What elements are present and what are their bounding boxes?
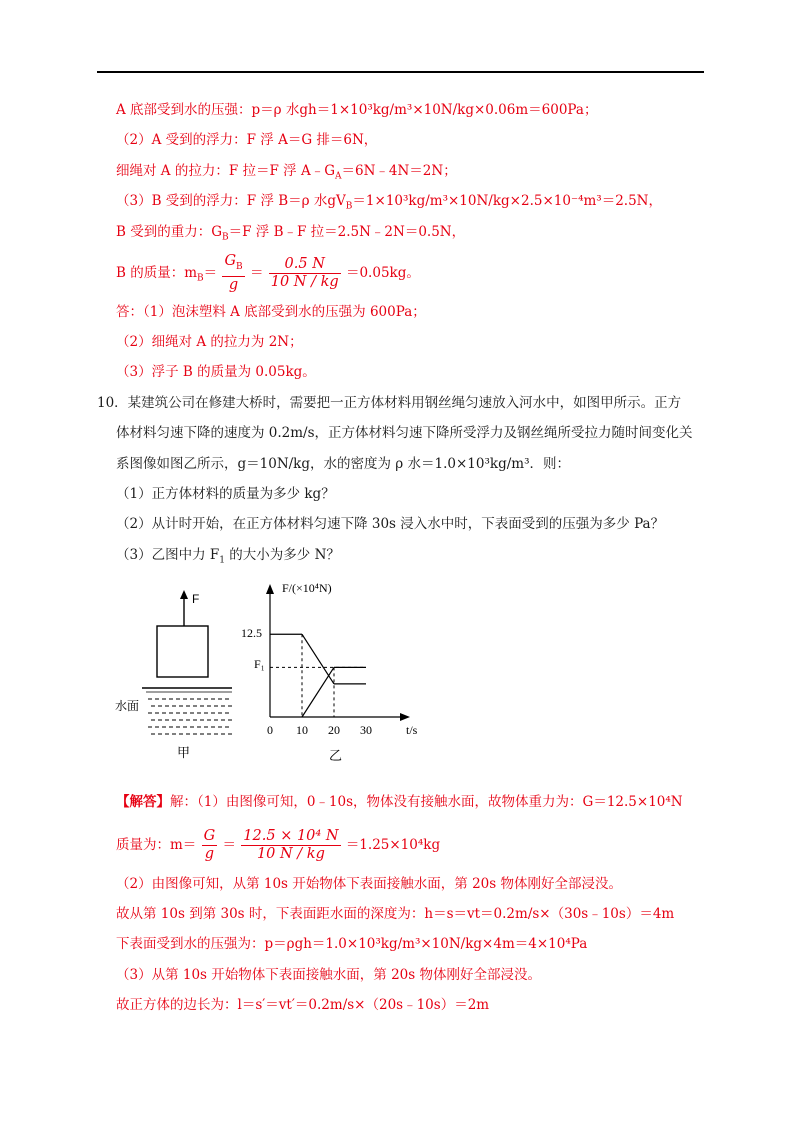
x-axis-label: t/s <box>406 723 418 737</box>
buoyancy-segment <box>302 667 334 717</box>
chart-series <box>270 634 366 717</box>
caption-yi: 乙 <box>329 749 343 764</box>
x-tick-label: 10 <box>296 723 308 737</box>
x-tick-label: 20 <box>328 723 340 737</box>
fraction-gb-over-g: $\frac{G_B}{g}$ <box>224 253 243 293</box>
question-10-sub-3: （3）乙图中力 $F_1$ 的大小为多少 N？ <box>116 547 340 566</box>
y-tick-f1: F₁ <box>254 657 265 671</box>
force-label: F <box>192 592 200 606</box>
solution-10-line-6: （3）从第 10s 开始物体下表面接触水面，第 20s 物体刚好全部浸没。 <box>116 967 541 983</box>
y-axis-arrow <box>266 584 274 594</box>
question-10-line-3: 系图像如图乙所示，g＝10N/kg，水的密度为 ρ 水＝1.0×10³kg/m³．则： <box>116 456 570 472</box>
prev-solution-line-1: A 底部受到水的压强：p＝ρ 水gh＝1×10³kg/m³×10N/kg×0.06m＝600Pa； <box>116 102 598 118</box>
solution-10-line-4: 故从第 10s 到第 30s 时，下表面距水面的深度为：h＝s＝vt＝0.2m/s×（30s﹣10s）＝4m <box>116 906 675 922</box>
tension-segment <box>302 634 334 684</box>
x-tick-label: 30 <box>360 723 372 737</box>
prev-answer-line-3: （3）浮子 B 的质量为 0.05kg。 <box>116 364 316 380</box>
force-arrow-head <box>180 590 188 599</box>
fraction-weight-over-g: $\frac{\text{12.5 × 10⁴ N}}{10 N / kg}$ <box>243 828 339 862</box>
prev-solution-line-5: B 受到的重力：$G_B=F$ 浮 B﹣F 拉＝2.5N﹣2N＝0.5N， <box>116 224 466 243</box>
water-hatching <box>148 699 232 734</box>
solution-10-line-7: 故正方体的边长为：l＝s′＝vt′＝0.2m/s×（20s﹣10s）＝2m <box>116 997 490 1013</box>
solution-tag: 【解答】 <box>116 794 170 810</box>
question-10-line-1: 10．某建筑公司在修建大桥时，需要把一正方体材料用钢丝绳匀速放入河水中，如图甲所示。正方 <box>97 395 682 411</box>
prev-solution-line-2: （2）A 受到的浮力：F 浮 A＝G 排＝6N， <box>116 132 378 148</box>
fraction-05n-over-10nkg: $\frac{0.5 N}{10 N / kg}$ <box>270 255 339 290</box>
y-tick-12-5: 12.5 <box>241 626 262 640</box>
question-10-sub-1: （1）正方体材料的质量为多少 kg？ <box>116 486 335 502</box>
x-tick-label: 0 <box>267 723 273 737</box>
prev-answer-line-2: （2）细绳对 A 的拉力为 2N； <box>116 334 303 350</box>
figure-yi-graph <box>241 581 418 764</box>
prev-solution-line-3: 细绳对 A 的拉力：F 拉＝F 浮 $A﹣G_A=6N﹣4N=2N$； <box>116 163 457 182</box>
prev-solution-line-4: （3）B 受到的浮力：F 浮 B＝ρ 水$gV_B=1\times 10^3kg/m^3\times 10N/kg\times 2.5\times 10^{-4}m^3=2.5N$， <box>116 193 662 212</box>
fraction-g-over-g: $\frac{G}{g}$ <box>203 828 216 862</box>
solution-10-line-5: 下表面受到水的压强为：p＝ρgh＝1.0×10³kg/m³×10N/kg×4m＝4×10⁴Pa <box>116 936 588 952</box>
prev-answer-line-1: 答：（1）泡沫塑料 A 底部受到水的压强为 600Pa； <box>116 304 426 320</box>
x-axis-arrow <box>400 713 410 721</box>
figure-jia <box>115 590 232 761</box>
question-10-line-2: 体材料匀速下降的速度为 0.2m/s，正方体材料匀速下降所受浮力及钢丝绳所受拉力随时间变化关 <box>116 425 693 441</box>
caption-jia: 甲 <box>177 746 191 761</box>
y-axis-label: F/(×10⁴N) <box>282 581 332 595</box>
cube-block <box>157 626 208 677</box>
question-10-sub-2: （2）从计时开始，在正方体材料匀速下降 30s 浸入水中时，下表面受到的压强为多少 Pa？ <box>116 516 665 532</box>
solution-10-line-3: （2）由图像可知，从第 10s 开始物体下表面接触水面，第 20s 物体刚好全部浸没。 <box>116 876 622 892</box>
solution-10-mass-formula: 质量为：m＝ $\frac{G}{g}$ ＝ $\frac{\text{12.5 × 10⁴ N}}{10 N / kg}$ ＝1.25×10⁴kg <box>116 828 441 862</box>
solution-10-line-1: 【解答】解：（1）由图像可知，0﹣10s，物体没有接触水面，故物体重力为：G＝12.5×10⁴N <box>116 794 683 810</box>
water-surface-label: 水面 <box>115 699 140 713</box>
x-tick-labels <box>267 723 372 737</box>
prev-solution-mass-formula: B 的质量：$m_B=$ $\frac{G_B}{g}$ ＝ $\frac{0.5 N}{10 N / kg}$ ＝0.05kg。 <box>116 253 420 293</box>
